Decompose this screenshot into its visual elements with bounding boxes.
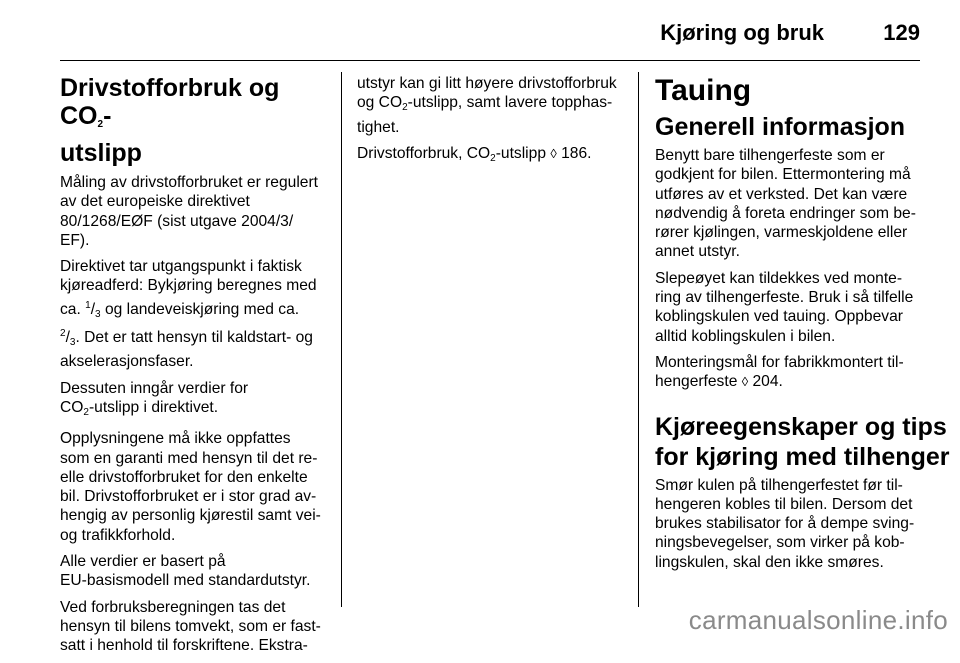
text-span: ca.	[60, 300, 86, 318]
text-line: Smør kulen på tilhengerfestet før til-	[655, 476, 903, 494]
heading-text: Drivstofforbruk og CO	[60, 74, 280, 130]
paragraph	[60, 257, 330, 371]
text-line: Dessuten inngår verdier for	[60, 379, 249, 397]
text-line: brukes stabilisator for å dempe sving-	[655, 515, 915, 533]
text-line: Alle verdier er basert på	[60, 553, 226, 571]
fraction-numerator: 1	[85, 299, 91, 311]
column-divider-1	[341, 72, 342, 607]
text-line: Måling av drivstofforbruket er regulert	[60, 174, 318, 191]
subheading-towing-tips	[655, 412, 950, 472]
text-line: av det europeiske direktivet	[60, 193, 250, 211]
text-span: og landeveiskjøring med ca.	[100, 300, 300, 318]
text-line: annet utstyr.	[655, 243, 740, 261]
subscript: 2	[83, 406, 89, 418]
heading-text-hyphen: -	[103, 102, 112, 130]
column-3	[655, 74, 950, 579]
subscript: 2	[402, 102, 408, 114]
page-reference-link[interactable]: 186.	[556, 144, 592, 162]
page-reference-link[interactable]: 204.	[748, 373, 783, 391]
text-line: elle drivstofforbruket for den enkelte	[60, 468, 308, 486]
paragraph	[655, 476, 925, 572]
text-line	[60, 398, 330, 422]
text-span: -utslipp, samt lavere topphas-	[407, 94, 613, 112]
watermark: carmanualsonline.info	[688, 605, 948, 635]
paragraph	[60, 173, 330, 250]
text-line: alltid koblingskulen i bilen.	[655, 327, 836, 345]
text-line: godkjent for bilen. Ettermontering må	[655, 166, 911, 184]
text-line: hengig av personlig kjørestil samt vei-	[60, 507, 321, 525]
heading-line: for kjøring med tilhenger	[655, 442, 950, 471]
paragraph	[357, 74, 627, 137]
text-line: utføres av et verksted. Det kan være	[655, 185, 908, 203]
paragraph	[60, 552, 330, 591]
paragraph	[655, 353, 925, 392]
text-span: -utslipp i direktivet.	[88, 398, 219, 416]
text-line: som en garanti med hensyn til det re-	[60, 449, 318, 467]
paragraph	[60, 429, 330, 545]
text-line: bil. Drivstofforbruket er i stor grad av-	[60, 488, 317, 506]
text-line: EU-basismodell med standardutstyr.	[60, 572, 311, 590]
paragraph	[60, 379, 330, 423]
text-line: 80/1268/EØF (sist utgave 2004/3/	[60, 212, 294, 230]
text-span: Drivstofforbruk, CO	[357, 144, 491, 162]
text-line: rører kjølingen, varmeskjoldene eller	[655, 224, 908, 242]
heading-subscript: 2	[97, 119, 104, 130]
subscript: 2	[490, 152, 496, 164]
fraction-slash: /	[65, 329, 70, 347]
text-line: Ved forbruksberegningen tas det	[60, 598, 286, 616]
heading-line: Kjøreegenskaper og tips	[655, 412, 947, 441]
text-line: akselerasjonsfaser.	[60, 353, 194, 371]
text-span: . Det er tatt hensyn til kaldstart- og	[75, 329, 313, 347]
paragraph-cross-reference	[357, 144, 627, 168]
text-line	[357, 93, 627, 117]
text-span: -utslipp	[495, 144, 551, 162]
header-rule	[60, 60, 920, 61]
text-line: Direktivet tar utgangspunkt i faktisk	[60, 258, 302, 276]
text-line: ningsbevegelser, som virker på kob-	[655, 534, 905, 552]
text-line: koblingskulen ved tauing. Oppbevar	[655, 308, 903, 326]
page-reference-icon: ◊	[741, 374, 749, 390]
section-heading-fuel-consumption	[60, 74, 330, 167]
text-span: CO	[60, 398, 84, 416]
text-line: utstyr kan gi litt høyere drivstofforbruk	[357, 75, 617, 92]
text-span: hengerfeste	[655, 373, 742, 391]
text-line: tighet.	[357, 118, 400, 136]
text-line: Benytt bare tilhengerfeste som er	[655, 147, 885, 164]
text-line: hengeren kobles til bilen. Dersom det	[655, 495, 913, 513]
column-1	[60, 74, 330, 663]
text-line: ring av tilhengerfeste. Bruk i så tilfelle	[655, 289, 914, 307]
text-line	[655, 372, 925, 391]
fraction-slash: /	[90, 300, 96, 318]
page-number: 129	[883, 20, 920, 45]
fraction-numerator: 2	[60, 328, 66, 340]
section-heading-towing: Tauing	[655, 74, 752, 107]
text-line	[60, 324, 330, 352]
text-line	[60, 296, 330, 324]
text-line: hensyn til bilens tomvekt, som er fast-	[60, 617, 321, 635]
subheading-general-info: Generell informasjon	[655, 113, 906, 141]
paragraph	[655, 269, 925, 346]
running-header-title: Kjøring og bruk	[660, 20, 824, 45]
text-line: EF).	[60, 231, 90, 249]
text-line: Monteringsmål for fabrikkmontert til-	[655, 353, 904, 371]
text-line: Slepeøyet kan tildekkes ved monte-	[655, 269, 903, 287]
text-line: lingskulen, skal den ikke smøres.	[655, 553, 884, 571]
fraction-denominator: 3	[95, 308, 101, 320]
paragraph	[60, 598, 330, 656]
text-line: nødvendig å foreta endringer som be-	[655, 204, 916, 222]
column-2	[357, 74, 627, 175]
fraction-denominator: 3	[69, 337, 76, 349]
column-divider-2	[638, 72, 639, 607]
text-line: kjøreadferd: Bykjøring beregnes med	[60, 277, 317, 295]
text-line: og trafikkforhold.	[60, 526, 176, 544]
text-span: og CO	[357, 94, 403, 112]
text-line: satt i henhold til forskriftene. Ekstra-	[60, 637, 308, 655]
text-line: Opplysningene må ikke oppfattes	[60, 430, 291, 448]
heading-text-line2: utslipp	[60, 139, 142, 167]
paragraph	[655, 146, 925, 262]
text-line	[357, 144, 627, 168]
page-reference-icon: ◊	[550, 145, 557, 161]
